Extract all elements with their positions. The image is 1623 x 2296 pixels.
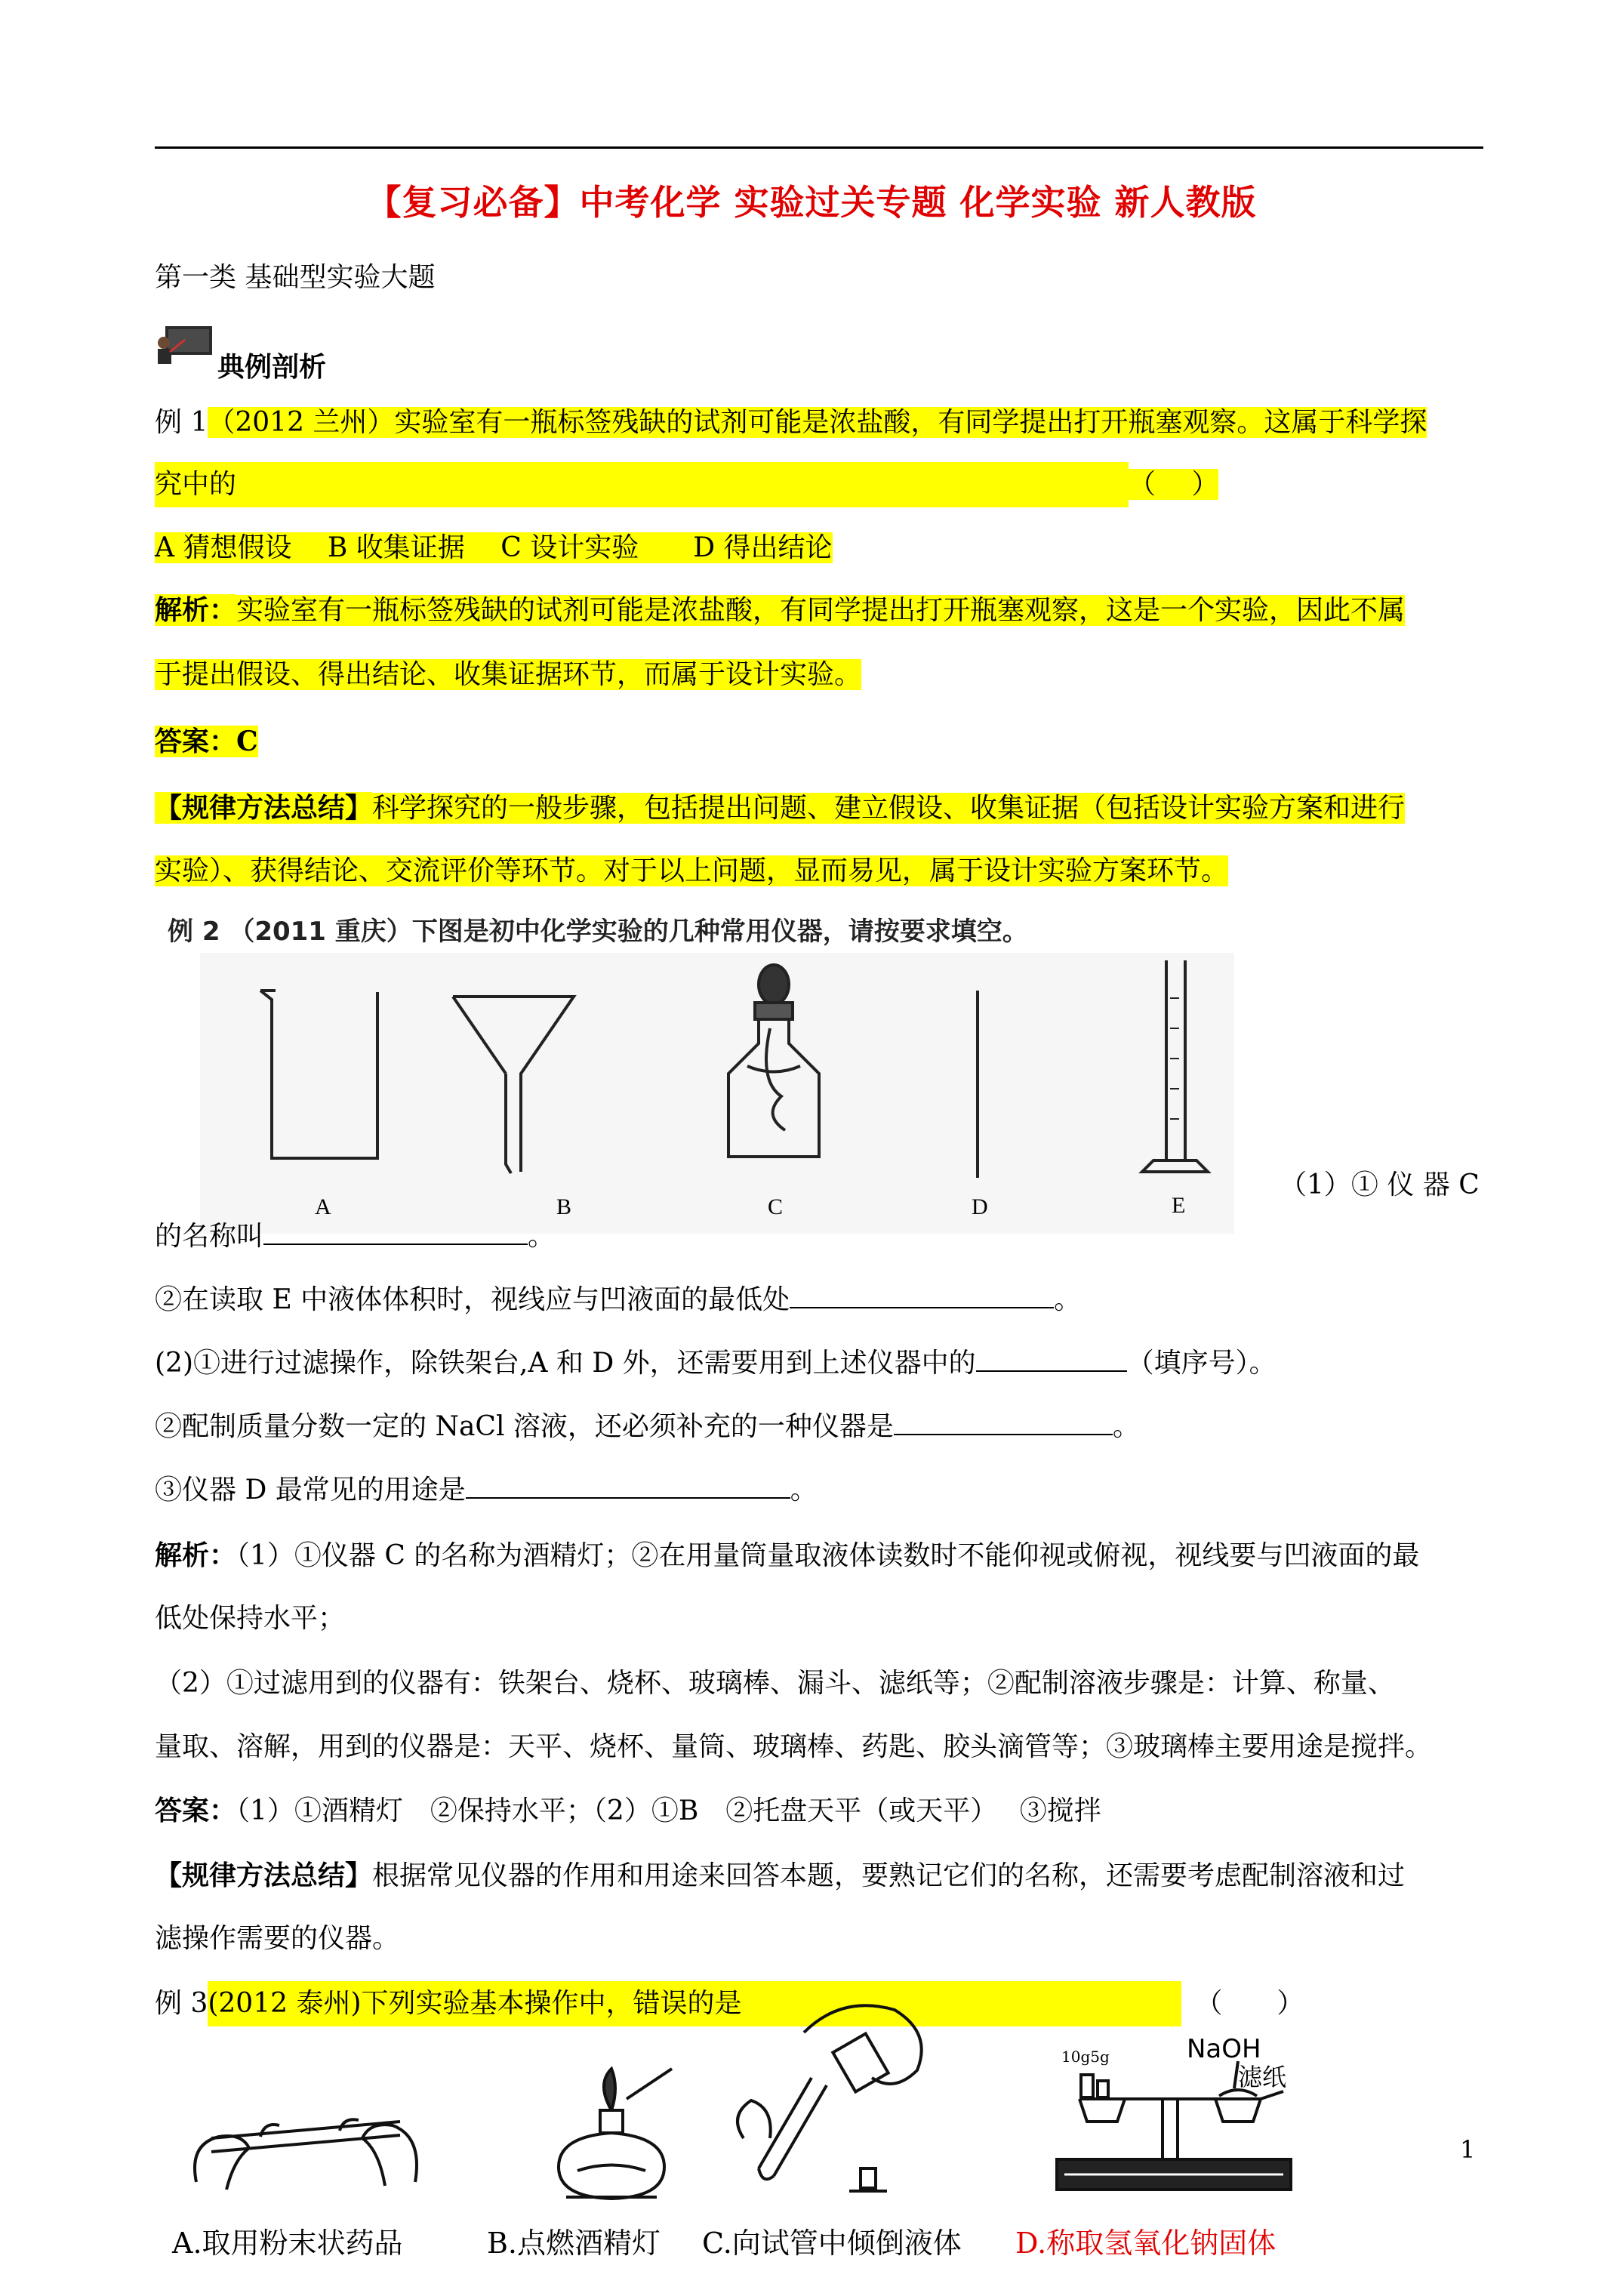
ex3-label: 例 3 bbox=[155, 1988, 208, 2019]
ex2-q1-start: （1）① 仪 器 C bbox=[1280, 1170, 1480, 1200]
ex2-q1 bbox=[155, 1214, 555, 1259]
ex2-q2 bbox=[155, 1277, 1081, 1323]
alcohol-lamp-c bbox=[728, 965, 819, 1157]
naoh-label: NaOH bbox=[1187, 2034, 1261, 2064]
ex1-paren: （ ） bbox=[1129, 469, 1219, 500]
ex2-method-2: 滤操作需要的仪器。 bbox=[155, 1923, 400, 1954]
op-caption-c: C.向试管中倾倒液体 bbox=[702, 2227, 962, 2260]
ex1-method-label: 【规律方法总结】 bbox=[155, 792, 373, 824]
ex1-answer-text: 答案：C bbox=[155, 726, 258, 757]
op-figure-c bbox=[728, 1987, 955, 2206]
ex1-options bbox=[155, 525, 833, 571]
ex2-answer-text: （1）①酒精灯 ②保持水平；（2）①B ②托盘天平（或天平） ③搅拌 bbox=[236, 1795, 1101, 1826]
teacher-icon bbox=[155, 325, 214, 365]
ex2-q4-blank bbox=[894, 1407, 1113, 1435]
ex2-q4 bbox=[155, 1404, 1140, 1450]
funnel-b bbox=[453, 997, 574, 1173]
ex2-analysis-4: 量取、溶解，用到的仪器是：天平、烧杯、量筒、玻璃棒、药匙、胶头滴管等；③玻璃棒主要用途是搅拌。 bbox=[155, 1731, 1433, 1762]
ex1-answer bbox=[155, 719, 258, 765]
ex2-q3-blank bbox=[976, 1343, 1127, 1372]
ex2-q1-blank bbox=[263, 1216, 528, 1245]
ex2-q3-end: （填序号）。 bbox=[1126, 1348, 1277, 1379]
page-number: 1 bbox=[1460, 2135, 1476, 2164]
ex1-analysis-label: 解析： bbox=[155, 594, 237, 626]
graduated-cylinder-e bbox=[1142, 960, 1208, 1172]
ex1-method-1 bbox=[155, 785, 1405, 831]
instruments-figure bbox=[200, 953, 1234, 1234]
page-title: 【复习必备】中考化学 实验过关专题 化学实验 新人教版 bbox=[366, 182, 1257, 223]
op-figure-b bbox=[513, 2054, 679, 2205]
ex3-text: (2012 泰州)下列实验基本操作中，错误的是 bbox=[208, 1981, 1181, 2026]
ex2-q4-end: 。 bbox=[1112, 1411, 1140, 1442]
instrument-label-b: B bbox=[556, 1194, 572, 1219]
ex1-label: 例 1 bbox=[155, 407, 208, 438]
ex2-q5-text: ③仪器 D 最常见的用途是 bbox=[155, 1475, 466, 1505]
ex2-answer bbox=[155, 1788, 1101, 1834]
section-heading: 第一类 基础型实验大题 bbox=[155, 262, 436, 293]
ex2-q2-end: 。 bbox=[1054, 1284, 1082, 1315]
ex2-analysis-text-1: （1）①仪器 C 的名称为酒精灯；②在用量筒量取液体读数时不能仰视或俯视，视线要与凹液面的最 bbox=[236, 1540, 1420, 1571]
ex2-q2-blank bbox=[790, 1280, 1054, 1308]
ex2-q5-end: 。 bbox=[790, 1475, 818, 1505]
ex2-analysis-1 bbox=[155, 1533, 1419, 1579]
ex2-q4-text: ②配制质量分数一定的 NaCl 溶液，还必须补充的一种仪器是 bbox=[155, 1411, 894, 1442]
op-figure-a bbox=[181, 2091, 430, 2197]
ex1-question-2: 究中的 bbox=[155, 462, 1129, 507]
ex1-line2 bbox=[155, 462, 1218, 507]
op-caption-a: A.取用粉末状药品 bbox=[172, 2227, 403, 2260]
ex2-analysis-2: 低处保持水平； bbox=[155, 1603, 346, 1634]
ex2-method-1 bbox=[155, 1853, 1405, 1899]
header-rule bbox=[155, 146, 1483, 149]
op-caption-b: B.点燃酒精灯 bbox=[487, 2227, 661, 2260]
ex1-analysis-text-2: 于提出假设、得出结论、收集证据环节，而属于设计实验。 bbox=[155, 659, 862, 690]
ex2-q5 bbox=[155, 1468, 818, 1513]
instrument-label-e: E bbox=[1172, 1193, 1186, 1218]
ex1-options-text: A 猜想假设 B 收集证据 C 设计实验 D 得出结论 bbox=[155, 532, 833, 563]
ex1-question-1: （2012 兰州）实验室有一瓶标签残缺的试剂可能是浓盐酸，有同学提出打开瓶塞观察。这属于科学探 bbox=[208, 407, 1427, 438]
ex2-q5-blank bbox=[466, 1470, 790, 1499]
ex2-method-text-1: 根据常见仪器的作用和用途来回答本题，要熟记它们的名称，还需要考虑配制溶液和过 bbox=[372, 1860, 1406, 1891]
instrument-label-c: C bbox=[768, 1194, 784, 1219]
ex1-method-text-1: 科学探究的一般步骤，包括提出问题、建立假设、收集证据（包括设计实验方案和进行 bbox=[372, 793, 1406, 824]
ex1-method-2 bbox=[155, 849, 1228, 894]
op-caption-d: D.称取氢氧化钠固体 bbox=[1015, 2227, 1277, 2260]
ex1-method-text-2: 实验）、获得结论、交流评价等环节。对于以上问题，显而易见，属于设计实验方案环节。 bbox=[155, 855, 1229, 886]
ex2-q3-text: (2)①进行过滤操作，除铁架台,A 和 D 外，还需要用到上述仪器中的 bbox=[155, 1348, 976, 1379]
filter-paper-label: 滤纸 bbox=[1238, 2063, 1287, 2091]
ex2-q1-text: 的名称叫 bbox=[155, 1221, 264, 1252]
case-heading: 典例剖析 bbox=[217, 351, 327, 383]
ex2-q2-text: ②在读取 E 中液体体积时，视线应与凹液面的最低处 bbox=[155, 1284, 790, 1315]
ex2-answer-label: 答案： bbox=[155, 1795, 237, 1826]
ex2-method-label: 【规律方法总结】 bbox=[155, 1860, 373, 1891]
beaker-a bbox=[260, 991, 377, 1158]
ex2-header: 例 2 （2011 重庆）下图是初中化学实验的几种常用仪器，请按要求填空。 bbox=[168, 917, 1028, 947]
ex1-analysis-1 bbox=[155, 587, 1405, 633]
instrument-label-a: A bbox=[315, 1194, 331, 1219]
weights-label: 10g5g bbox=[1061, 2048, 1110, 2066]
ex2-analysis-3: （2）①过滤用到的仪器有：铁架台、烧杯、玻璃棒、漏斗、滤纸等；②配制溶液步骤是：计算、称量、 bbox=[155, 1668, 1395, 1699]
ex2-q1-end: 。 bbox=[528, 1221, 556, 1252]
instrument-label-d: D bbox=[972, 1194, 988, 1219]
ex3-paren: （ ） bbox=[1195, 1988, 1304, 2019]
ex1-line1 bbox=[155, 400, 1427, 445]
ex1-analysis-text-1: 实验室有一瓶标签残缺的试剂可能是浓盐酸，有同学提出打开瓶塞观察，这是一个实验，因此不属 bbox=[236, 595, 1406, 626]
ex2-q3 bbox=[155, 1341, 1277, 1386]
ex1-analysis-2 bbox=[155, 652, 861, 698]
op-figure-d bbox=[1034, 2034, 1321, 2205]
ex2-analysis-label: 解析： bbox=[155, 1539, 237, 1571]
